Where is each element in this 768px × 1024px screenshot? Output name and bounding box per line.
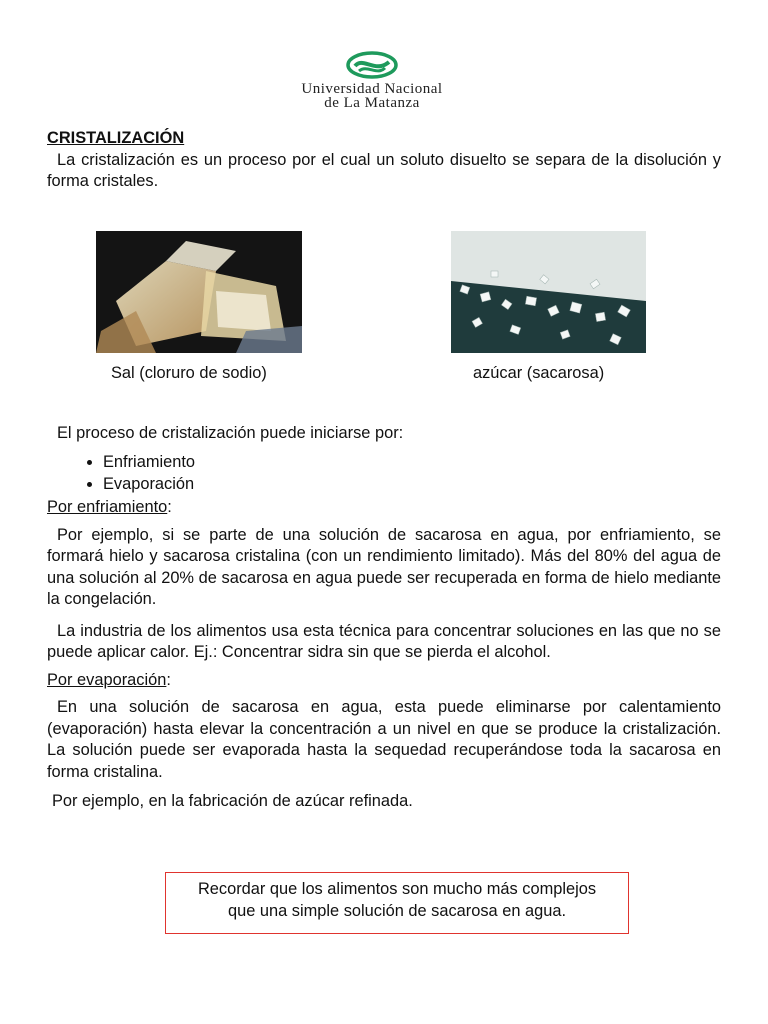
sugar-crystal-image	[451, 231, 646, 353]
note-line-2: que una simple solución de sacarosa en agua.	[227, 902, 567, 920]
methods-list	[47, 452, 721, 495]
section-heading-cooling: Por enfriamiento:	[47, 498, 172, 516]
logo-line-1: Universidad Nacional	[301, 81, 443, 97]
list-item: • Evaporación	[103, 474, 721, 496]
university-emblem-icon	[345, 50, 399, 80]
section-heading-evaporation: Por evaporación:	[47, 670, 171, 689]
page-title: CRISTALIZACIÓN	[47, 129, 185, 147]
evaporation-paragraph-2: Por ejemplo, en la fabricación de azúcar refinada.	[52, 792, 413, 810]
intro-paragraph: La cristalización es un proceso por el cual un soluto disuelto se separa de la disolución y forma cristales.	[47, 150, 721, 190]
sugar-caption: azúcar (sacarosa)	[473, 363, 605, 382]
note-line-1: Recordar que los alimentos son mucho más complejos	[197, 880, 597, 898]
document-body	[47, 128, 721, 813]
salt-caption: Sal (cloruro de sodio)	[111, 363, 267, 382]
cooling-paragraph-2: La industria de los alimentos usa esta técnica para concentrar soluciones en las que no se puede aplicar calor. Ej.: Concentrar sidra sin que se pierda el alcohol.	[47, 621, 721, 661]
cooling-paragraph-1: Por ejemplo, si se parte de una solución de sacarosa en agua, por enfriamiento, se formará hielo y sacarosa cristalina (con un rendimiento limitado). Más del 80% del agua de una solución al 20% de sacarosa en agua puede ser recuperada en forma de hielo mediante la congelación.	[47, 525, 721, 608]
university-logo	[262, 50, 482, 112]
note-box	[165, 872, 629, 934]
image-row	[47, 231, 721, 393]
list-item: • Enfriamiento	[103, 452, 721, 474]
evaporation-paragraph-1: En una solución de sacarosa en agua, esta puede eliminarse por calentamiento (evaporación) hasta elevar la concentración a un nivel en que se produce la cristalización. La solución puede ser evaporada hasta la sequedad recuperándose toda la sacarosa en forma cristalina.	[47, 698, 721, 781]
logo-line-2: de La Matanza	[324, 95, 420, 111]
process-intro: El proceso de cristalización puede iniciarse por:	[57, 423, 404, 442]
salt-crystal-image	[96, 231, 302, 353]
